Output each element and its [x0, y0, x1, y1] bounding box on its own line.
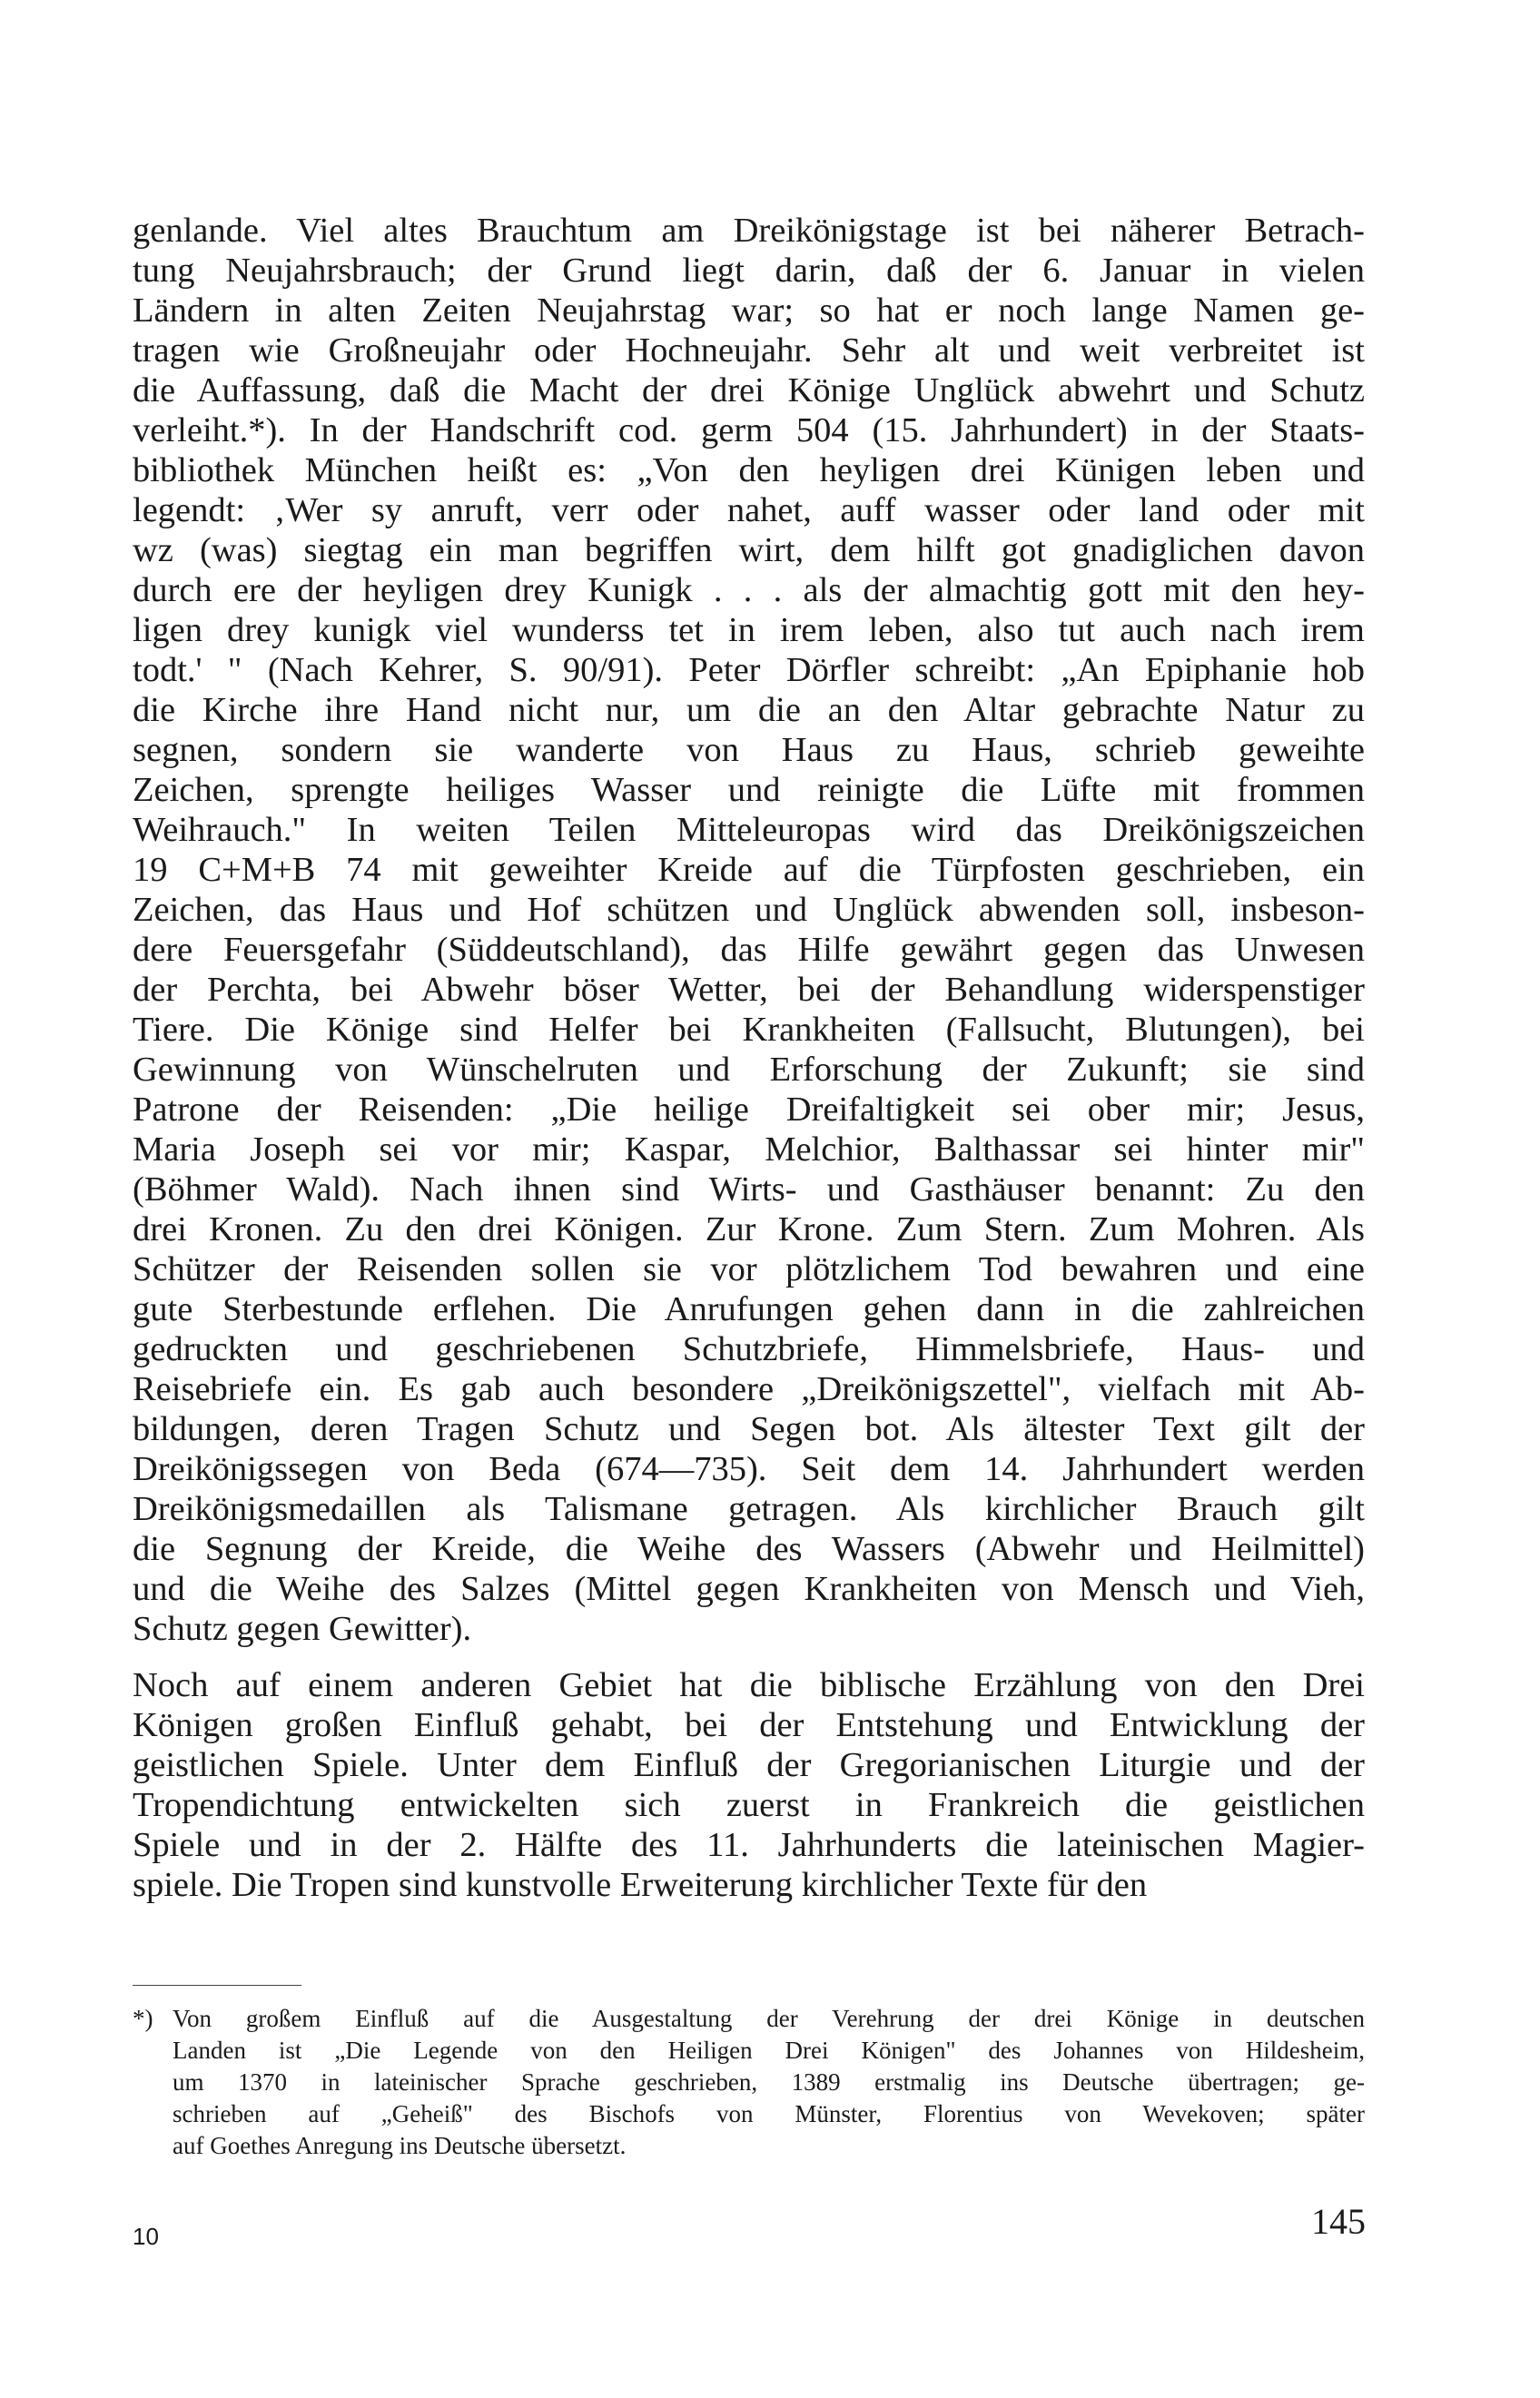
text-line: spiele. Die Tropen sind kunstvolle Erweiterung kirchlicher Texte für den [133, 1866, 1148, 1904]
text-line: wz (was) siegtag ein man begriffen wirt, dem hilft got gnadiglichen davon [133, 531, 1365, 569]
text-line: segnen, sondern sie wanderte von Haus zu Haus, schrieb geweihte [133, 731, 1365, 769]
text-line: Königen großen Einfluß gehabt, bei der Entstehung und Entwicklung der [133, 1706, 1365, 1744]
text-line: bibliothek München heißt es: „Von den heyligen drei Künigen leben und [133, 451, 1365, 489]
text-line: Dreikönigssegen von Beda (674—735). Seit dem 14. Jahrhundert werden [133, 1450, 1365, 1488]
text-line: Spiele und in der 2. Hälfte des 11. Jahrhunderts die lateinischen Magier- [133, 1826, 1365, 1864]
text-line: Maria Joseph sei vor mir; Kaspar, Melchior, Balthassar sei hinter mir" [133, 1130, 1365, 1169]
text-line: Weihrauch." In weiten Teilen Mitteleuropas wird das Dreikönigszeichen [133, 811, 1365, 849]
text-line: todt.' " (Nach Kehrer, S. 90/91). Peter Dörfler schreibt: „An Epiphanie hob [133, 651, 1365, 689]
text-line: genlande. Viel altes Brauchtum am Dreikönigstage ist bei näherer Betrach- [133, 212, 1365, 250]
text-line: Tropendichtung entwickelten sich zuerst in Frankreich die geistlichen [133, 1786, 1365, 1824]
text-line: Noch auf einem anderen Gebiet hat die biblische Erzählung von den Drei [133, 1666, 1365, 1704]
text-line: Schutz gegen Gewitter). [133, 1610, 472, 1648]
text-line: Tiere. Die Könige sind Helfer bei Krankheiten (Fallsucht, Blutungen), bei [133, 1011, 1365, 1049]
text-line: Patrone der Reisenden: „Die heilige Dreifaltigkeit sei ober mir; Jesus, [133, 1090, 1365, 1129]
text-line: der Perchta, bei Abwehr böser Wetter, bei der Behandlung widerspenstiger [133, 971, 1365, 1009]
footnote-divider [133, 1985, 301, 1986]
text-line: Zeichen, sprengte heiliges Wasser und reinigte die Lüfte mit frommen [133, 771, 1365, 809]
footnote-text [173, 2003, 1365, 2162]
text-line: verleiht.*). In der Handschrift cod. germ 504 (15. Jahrhundert) in der Staats- [133, 411, 1365, 449]
text-line: Dreikönigsmedaillen als Talismane getragen. Als kirchlicher Brauch gilt [133, 1490, 1365, 1528]
text-line: (Böhmer Wald). Nach ihnen sind Wirts- und Gasthäuser benannt: Zu den [133, 1170, 1365, 1209]
text-line: Zeichen, das Haus und Hof schützen und Unglück abwenden soll, insbeson- [133, 891, 1365, 929]
text-line: Schützer der Reisenden sollen sie vor plötzlichem Tod bewahren und eine [133, 1250, 1365, 1288]
footnote-line: auf Goethes Anregung ins Deutsche übersetzt. [173, 2132, 627, 2159]
text-line: gedruckten und geschriebenen Schutzbriefe, Himmelsbriefe, Haus- und [133, 1330, 1365, 1368]
text-line: bildungen, deren Tragen Schutz und Segen bot. Als ältester Text gilt der [133, 1410, 1365, 1448]
footnote-line: Landen ist „Die Legende von den Heiligen Drei Königen" des Johannes von Hildesheim, [173, 2037, 1365, 2064]
text-line: dere Feuersgefahr (Süddeutschland), das Hilfe gewährt gegen das Unwesen [133, 931, 1365, 969]
body-paragraph-2 [133, 1665, 1365, 1905]
text-line: tung Neujahrsbrauch; der Grund liegt darin, daß der 6. Januar in vielen [133, 252, 1365, 290]
text-line: Reisebriefe ein. Es gab auch besondere „Dreikönigszettel", vielfach mit Ab- [133, 1370, 1365, 1408]
text-line: gute Sterbestunde erflehen. Die Anrufungen gehen dann in die zahlreichen [133, 1290, 1365, 1328]
text-line: drei Kronen. Zu den drei Königen. Zur Krone. Zum Stern. Zum Mohren. Als [133, 1210, 1365, 1248]
text-line: durch ere der heyligen drey Kunigk . . . als der almachtig gott mit den hey- [133, 571, 1365, 609]
text-line: die Kirche ihre Hand nicht nur, um die an den Altar gebrachte Natur zu [133, 691, 1365, 729]
text-line: die Auffassung, daß die Macht der drei Könige Unglück abwehrt und Schutz [133, 371, 1365, 410]
sheet-number: 10 [133, 2223, 159, 2250]
text-line: tragen wie Großneujahr oder Hochneujahr. Sehr alt und weit verbreitet ist [133, 331, 1365, 370]
text-line: geistlichen Spiele. Unter dem Einfluß der Gregorianischen Liturgie und der [133, 1746, 1365, 1784]
text-line: Gewinnung von Wünschelruten und Erforschung der Zukunft; sie sind [133, 1051, 1365, 1089]
text-line: 19 C+M+B 74 mit geweihter Kreide auf die Türpfosten geschrieben, ein [133, 851, 1365, 889]
body-paragraph-1 [133, 211, 1365, 1649]
text-line: ligen drey kunigk viel wunderss tet in irem leben, also tut auch nach irem [133, 611, 1365, 649]
footnote-line: um 1370 in lateinischer Sprache geschrieben, 1389 erstmalig ins Deutsche übertragen; ge- [173, 2068, 1365, 2096]
footnote-line: Von großem Einfluß auf die Ausgestaltung der Verehrung der drei Könige in deutschen [173, 2005, 1365, 2032]
text-line: Ländern in alten Zeiten Neujahrstag war; so hat er noch lange Namen ge- [133, 291, 1365, 330]
page-number: 145 [1311, 2201, 1366, 2242]
text-line: und die Weihe des Salzes (Mittel gegen Krankheiten von Mensch und Vieh, [133, 1570, 1365, 1608]
text-line: legendt: ‚Wer sy anruft, verr oder nahet, auff wasser oder land oder mit [133, 491, 1365, 529]
footnote-line: schrieben auf „Geheiß" des Bischofs von Münster, Florentius von Wevekoven; später [173, 2100, 1365, 2127]
footnote-marker: *) [133, 2005, 153, 2032]
text-line: die Segnung der Kreide, die Weihe des Wassers (Abwehr und Heilmittel) [133, 1530, 1365, 1568]
